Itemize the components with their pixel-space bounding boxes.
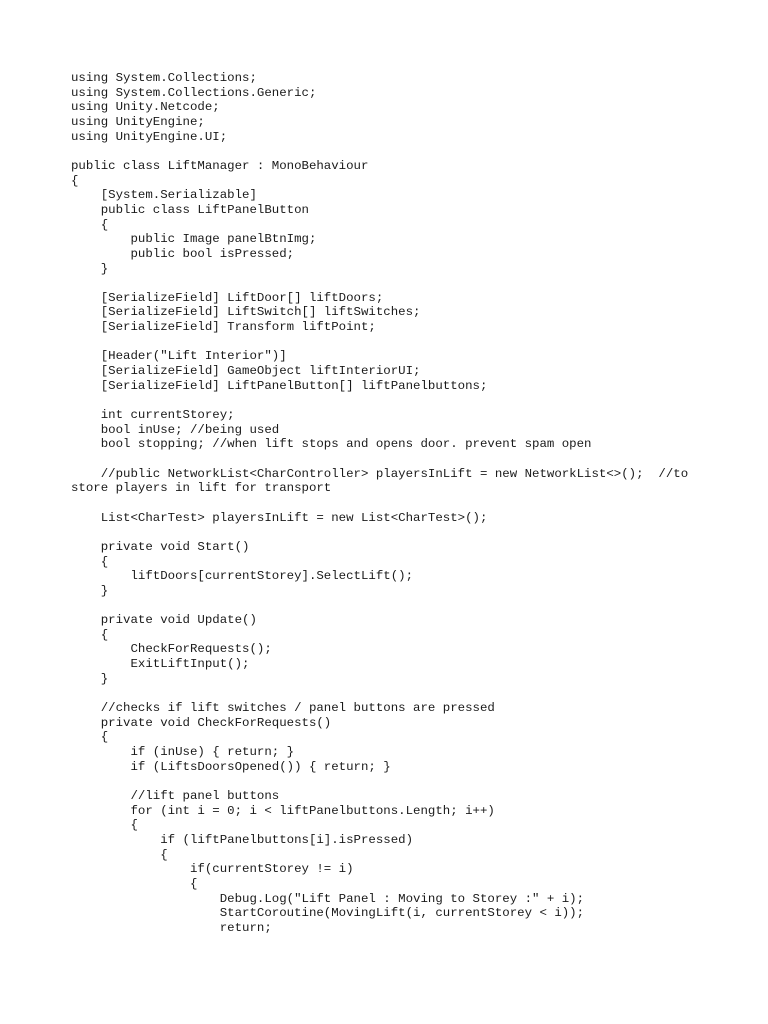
code-line: if (liftPanelbuttons[i].isPressed) xyxy=(71,832,414,847)
code-line: { xyxy=(71,730,109,745)
code-line: { xyxy=(71,818,138,833)
code-line: } xyxy=(71,583,109,598)
code-line: CheckForRequests(); xyxy=(71,642,272,657)
code-line: } xyxy=(71,261,109,276)
code-line: [SerializeField] Transform liftPoint; xyxy=(71,320,376,335)
code-line xyxy=(71,144,711,159)
code-line: //public NetworkList<CharController> playersInLift = new NetworkList<>(); //to xyxy=(71,466,689,481)
code-line xyxy=(71,599,711,614)
code-line: { xyxy=(71,554,109,569)
code-line: using UnityEngine; xyxy=(71,114,205,129)
code-line: { xyxy=(71,847,168,862)
code-line: store players in lift for transport xyxy=(71,481,332,496)
code-line: [Header("Lift Interior")] xyxy=(71,349,287,364)
code-line: StartCoroutine(MovingLift(i, currentStorey < i)); xyxy=(71,906,585,921)
code-line: private void Start() xyxy=(71,539,250,554)
code-line: using Unity.Netcode; xyxy=(71,100,220,115)
code-line: [SerializeField] LiftDoor[] liftDoors; xyxy=(71,290,384,305)
code-line xyxy=(71,452,711,467)
code-line: //lift panel buttons xyxy=(71,789,280,803)
code-line: using UnityEngine.UI; xyxy=(71,129,228,144)
code-line: [SerializeField] GameObject liftInteriorUI; xyxy=(71,364,421,379)
code-line: liftDoors[currentStorey].SelectLift(); xyxy=(71,569,414,584)
code-line: [SerializeField] LiftSwitch[] liftSwitches; xyxy=(71,305,421,320)
code-line: List<CharTest> playersInLift = new List<CharTest>(); xyxy=(71,510,488,525)
code-line: using System.Collections.Generic; xyxy=(71,85,317,100)
code-line: bool stopping; //when lift stops and opens door. prevent spam open xyxy=(71,437,592,452)
code-line xyxy=(71,276,711,291)
code-line: [SerializeField] LiftPanelButton[] liftPanelbuttons; xyxy=(71,378,488,393)
code-line: using System.Collections; xyxy=(71,71,257,85)
code-line: for (int i = 0; i < liftPanelbuttons.Length; i++) xyxy=(71,803,495,818)
code-line: return; xyxy=(71,920,272,935)
code-line: ExitLiftInput(); xyxy=(71,657,250,672)
code-line xyxy=(71,393,711,408)
code-line: { xyxy=(71,627,109,642)
code-line xyxy=(71,335,711,350)
code-line: //checks if lift switches / panel buttons are pressed xyxy=(71,701,495,716)
code-line: { xyxy=(71,217,109,232)
code-line: Debug.Log("Lift Panel : Moving to Storey :" + i); xyxy=(71,891,585,906)
code-line: { xyxy=(71,173,79,188)
code-line: public class LiftManager : MonoBehaviour xyxy=(71,158,369,173)
code-line: private void CheckForRequests() xyxy=(71,715,332,730)
code-line: if (LiftsDoorsOpened()) { return; } xyxy=(71,759,391,774)
code-line xyxy=(71,774,711,789)
code-line: } xyxy=(71,671,109,686)
code-line xyxy=(71,525,711,540)
code-line: bool inUse; //being used xyxy=(71,422,280,437)
code-line: public class LiftPanelButton xyxy=(71,202,309,217)
code-line: public bool isPressed; xyxy=(71,246,295,261)
code-line: int currentStorey; xyxy=(71,408,235,423)
code-line: { xyxy=(71,876,198,891)
code-line: private void Update() xyxy=(71,613,257,628)
code-line: public Image panelBtnImg; xyxy=(71,232,317,247)
code-listing xyxy=(71,71,711,936)
code-line xyxy=(71,496,711,511)
code-line: [System.Serializable] xyxy=(71,188,257,203)
code-line xyxy=(71,686,711,701)
code-line: if (inUse) { return; } xyxy=(71,745,295,760)
code-line: if(currentStorey != i) xyxy=(71,862,354,877)
